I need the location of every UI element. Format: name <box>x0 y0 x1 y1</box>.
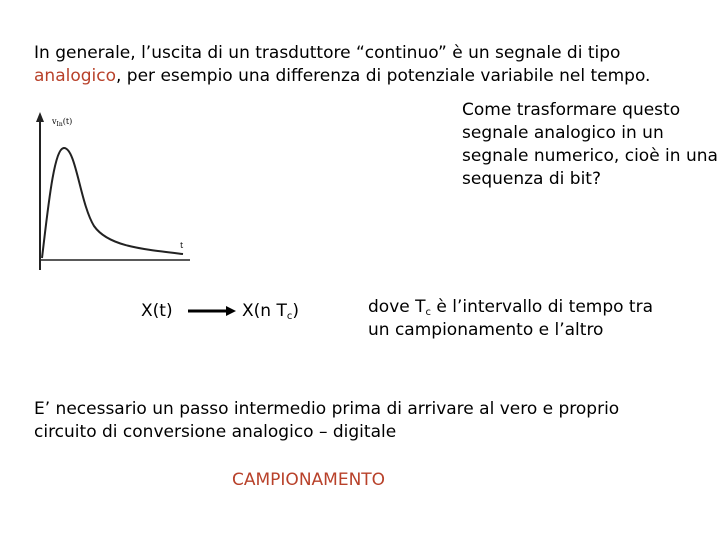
analogico-highlight: analogico <box>34 66 116 86</box>
definition-line-1: dove $T_c$ è l’intervallo di tempo tra <box>368 297 654 318</box>
x-axis-label: t <box>180 241 184 250</box>
sampling-interval-definition <box>368 296 653 342</box>
necessario-line-1: E’ necessario un passo intermedio prima di arrivare al vero e proprio <box>34 399 620 419</box>
sampled-signal-label: X(n $T_c$) <box>242 301 299 322</box>
definition-line-2: un campionamento e l’altro <box>368 320 604 340</box>
question-line-3: segnale numerico, cioè in una <box>462 146 718 166</box>
necessario-line-2: circuito di conversione analogico – digitale <box>34 422 397 442</box>
intro-line-1: In generale, l’uscita di un trasduttore “continuo” è un segnale di tipo <box>34 43 621 63</box>
arrow-right-icon <box>186 303 238 319</box>
question-block <box>462 99 718 191</box>
analog-signal-graph <box>30 108 200 278</box>
question-line-2: segnale analogico in un <box>462 123 664 143</box>
intro-line-2 <box>34 65 650 88</box>
intro-paragraph <box>34 42 650 88</box>
signal-curve <box>42 148 183 258</box>
continuous-signal-label: X(t) <box>141 301 173 321</box>
y-axis-arrow-icon <box>36 112 44 122</box>
campionamento-heading: CAMPIONAMENTO <box>232 470 386 490</box>
question-line-4: sequenza di bit? <box>462 169 601 189</box>
y-axis-label: $v_{In}(t)$ <box>52 117 73 128</box>
intermediate-step-paragraph <box>34 398 619 444</box>
question-line-1: Come trasformare questo <box>462 100 681 120</box>
intro-line-2-rest: , per esempio una differenza di potenziale variabile nel tempo. <box>116 66 651 86</box>
